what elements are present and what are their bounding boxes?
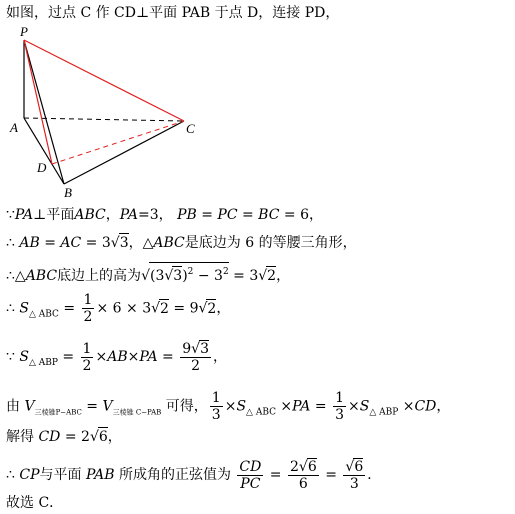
line-6: 由 $V_{三棱锥P-ABC} = V_{三棱锥 C-PAB}$ 可得， $\frac{1}{3}$ $\times S_{\triangle ABC} \times PA$ = $\frac{1}{3}$ $\times S_{\triangle ABP} \times CD$， (6, 390, 451, 423)
line-9: 故选 C． (6, 495, 64, 511)
edge-PD (24, 40, 52, 164)
label-C: C (186, 121, 195, 136)
intro-text: 如图，过点 C 作 CD⊥平面 PAB 于点 D，连接 PD， (6, 5, 340, 21)
label-B: B (64, 185, 72, 200)
label-D: D (37, 160, 47, 175)
line-7: 解得 CD = 2√6， (6, 429, 122, 445)
label-P: P (20, 24, 28, 39)
edge-AC (24, 118, 184, 121)
fraction-one-half: $\frac{1}{2}$ (82, 340, 92, 374)
edge-PC (24, 40, 184, 121)
line-4: ∴ $S_{\triangle ABC}$ = $\frac{1}{2}$ × 6 × 3√2 = 9√2， (6, 292, 231, 325)
line-3: ∴△ABC底边上的高为$√(3√3)^2 - 3^2 = 3√2$， (6, 262, 290, 285)
label-A: A (10, 120, 18, 135)
fraction-9root3-over-2: $\frac{9√3}{2}$ (182, 341, 209, 374)
line-8: ∴ CP与平面 PAB 所成角的正弦值为 $\frac{CD}{PC}$ = $\frac{2√6}{6}$ = $\frac{√6}{3}$ ． (6, 458, 382, 492)
fraction-one-half: $\frac{1}{2}$ (83, 292, 93, 325)
edge-BC (64, 121, 184, 184)
edge-DC (52, 121, 184, 164)
line-1: ∵PA⊥平面ABC，PA=3， PB = PC = BC = 6， (6, 207, 323, 223)
pyramid-figure (0, 0, 210, 200)
line-2: ∴ AB = AC = 3√3，△ABC是底边为 6 的等腰三角形， (6, 235, 357, 251)
line-5: ∵ $S_{\triangle ABP}$ = $\frac{1}{2}$ ×AB×PA = $\frac{9√3}{2}$ ， (6, 340, 227, 374)
